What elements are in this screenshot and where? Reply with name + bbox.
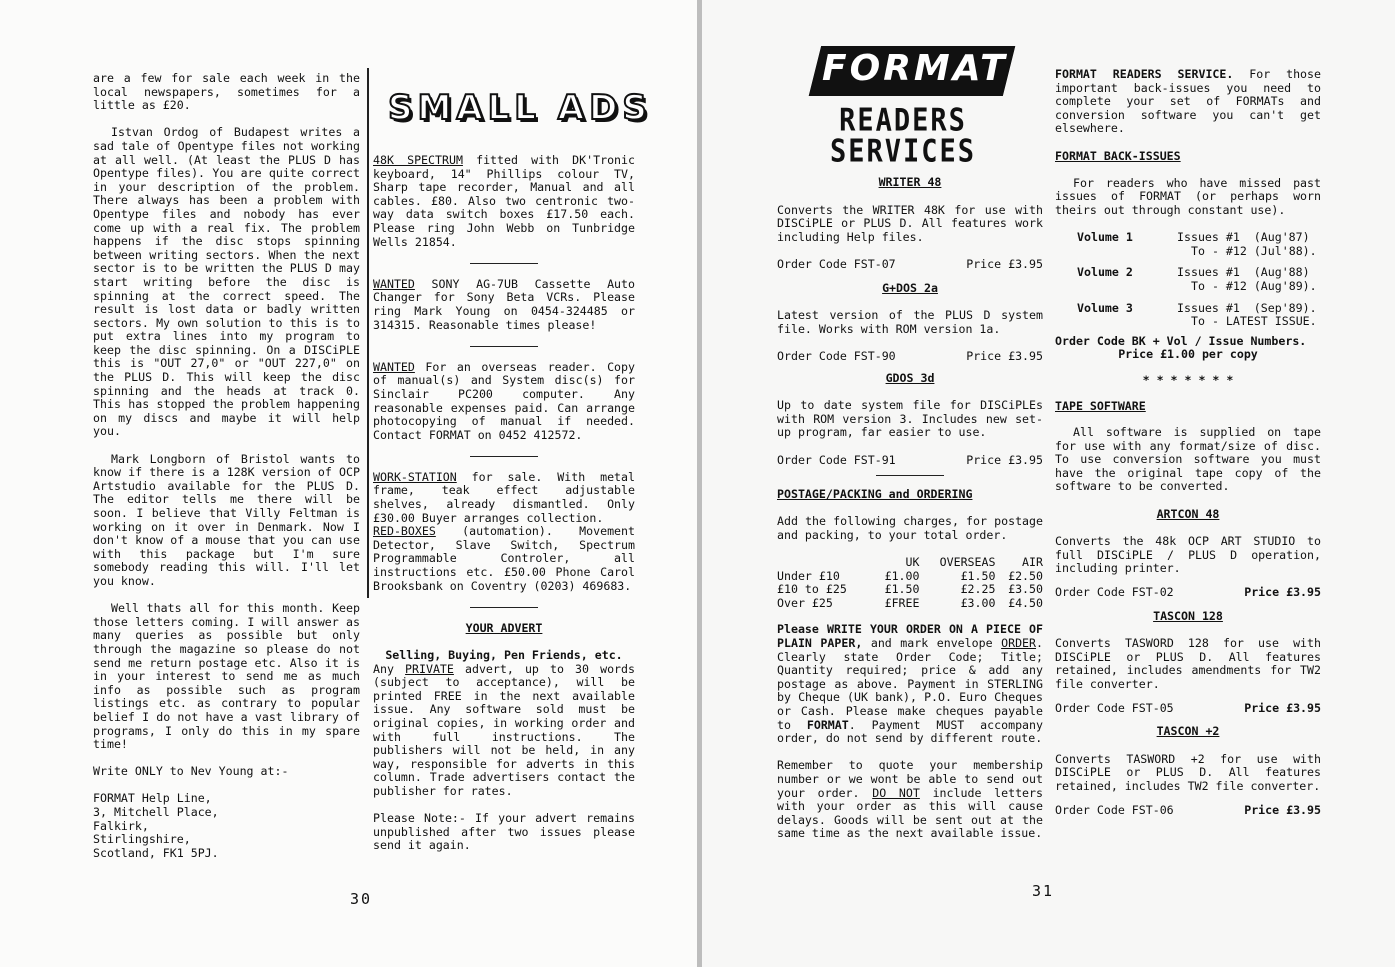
table-cell: Under £10 [777,568,840,583]
order-code: Order Code FST-07 [777,256,896,271]
table-cell: £3.50 [1008,582,1043,597]
ad-item [373,154,635,249]
table-row [777,597,1043,611]
order-code: Order Code FST-05 [1055,700,1174,715]
table-cell: £FREE [884,595,920,610]
back-issue-price: Price £1.00 per copy [1118,347,1258,362]
text-run: include letters with your order as this will cause delays. Goods will be sent out at the same time as the next available issue. [777,785,1044,841]
paragraph: Mark Longborn of Bristol wants to know if there is a 128K version of OCP Artstudio available for the PLUS D. The editor tells me there will be soon. I believe that Villy Feltman is working on it over in Denmark. Now I don't know of a mouse that you can use with this package but I'm sure somebody reading this will. I'll let you know. [93,451,360,588]
back-issue-order-code: Order Code BK + Vol / Issue Numbers. [1055,333,1307,348]
table-cell: £2.50 [1008,568,1043,583]
services-column-left [777,176,1043,855]
product-heading: TASCON 128 [1153,608,1223,623]
format-logo: FORMAT [822,48,1008,89]
ad-lead: RED-BOXES [373,524,436,539]
product-heading: G+DOS 2a [882,280,938,295]
ad-text: For an overseas reader. Copy of manual(s) and System disc(s) for Sinclair PC200 computer. Any reasonable expenses paid. Can arrange photocopying of manual if needed. Contact FORMAT on 0452 412572. [373,359,635,442]
table-header: AIR [1022,555,1043,570]
ad-lead: WORK-STATION [373,469,457,484]
your-advert-subheading: Selling, Buying, Pen Friends, etc. [385,648,623,662]
product-desc: Converts TASWORD +2 for use with DISCiPLE or PLUS D. All features retained, includes TW2 file converter. [1055,751,1321,793]
order-line [777,350,1043,364]
text-run: FORMAT READERS SERVICE. [1055,67,1234,81]
issue-line: To - #12 (Jul'88). [1191,243,1317,258]
please-note: Please Note:- If your advert remains unpublished after two issues please send it again. [373,811,635,853]
help-column [93,72,360,874]
volume-issues [1177,231,1317,258]
issue-line: Issues #1 (Aug'88) [1177,265,1310,280]
text-run: For those important back-issues you need to complete your set of FORMATs and conversion software you can't get elsewhere. [1055,67,1321,136]
order-code: Order Code FST-90 [777,348,896,363]
page-number: 31 [1032,882,1055,900]
tape-software-heading: TAPE SOFTWARE [1055,399,1146,414]
product-heading: TASCON +2 [1156,724,1220,739]
ad-item [373,278,635,332]
table-cell: £1.50 [960,568,996,583]
text-run: . Payment MUST accompany order, do not send by different route. [777,717,1043,746]
volume-entry [1055,266,1321,293]
volume-issues [1177,266,1317,293]
ads-column [373,154,635,867]
paragraph: Write ONLY to Nev Young at:- [93,764,289,779]
volume-entry [1055,302,1321,329]
ad-item [373,361,635,443]
column-divider [367,68,369,598]
order-line [777,454,1043,468]
table-row [777,583,1043,597]
volume-label: Volume 1 [1077,230,1133,245]
order-code: Order Code FST-06 [1055,802,1174,817]
postage-heading: POSTAGE/PACKING and ORDERING [777,487,973,502]
table-row [777,570,1043,584]
product-heading: ARTCON 48 [1156,506,1220,521]
order-line [1055,702,1321,716]
small-ads-title: SMALL ADS [388,88,652,128]
separator [470,456,538,457]
title-line: SERVICES [829,133,977,170]
order-line [1055,586,1321,600]
table-cell: £1.50 [884,582,920,597]
separator [876,475,944,476]
order-code: Order Code FST-91 [777,452,896,467]
order-price: Price £3.95 [1244,802,1321,817]
order-price: Price £3.95 [966,452,1043,467]
table-cell: £2.25 [960,582,996,597]
order-price: Price £3.95 [1244,585,1321,599]
back-issues-heading: FORMAT BACK-ISSUES [1055,148,1181,163]
product-heading: GDOS 3d [885,370,935,385]
your-advert-heading: YOUR ADVERT [465,620,543,635]
text-run: Remember to quote your membership number or we wont be able to send out your order. [777,758,1043,800]
paragraph: Istvan Ordog of Budapest writes a sad tale of Opentype files not working at all well. (At least the PLUS D has Opentype files). You are quite correct in your description of the problem. There always has been a problem with Opentype files and nobody has ever come up with a real fix. The problem happens if the disc stops spinning between writing sectors. When the next sector is to be written the PLUS D may start writing before the disc is spinning at the correct speed. The result is lost data or badly written sectors. My own solution to this is to put extra lines into my program to keep the disc spinning. On a DISCiPLE this is "OUT 27,0" or "OUT 227,0" on the PLUS D. This will keep the disc spinning and the heads at track 0. This has stopped the problem happening on my discs and maybe it will help you. [93,125,360,439]
issue-line: Issues #1 (Sep'89). [1177,300,1317,315]
volume-label: Volume 2 [1077,265,1133,280]
product-desc: Converts the 48k OCP ART STUDIO to full DISCiPLE / PLUS D operation, including printer. [1055,534,1321,576]
private-word: PRIVATE [405,661,454,676]
order-line [777,258,1043,272]
table-header: OVERSEAS [939,555,996,570]
paragraph: Well thats all for this month. Keep those letters coming. I will answer as many queries as possible but only through the magazine so please do not send me return postage etc. Also it is in your interest to send me as much info as possible such as program listings etc. as contrary to popular belief I do not have a vast library of programs, I only do this in my spare time! [93,601,360,752]
postage-table [777,556,1043,610]
readers-services-title [818,102,988,170]
issue-line: To - LATEST ISSUE. [1191,314,1317,329]
services-column-right [1055,68,1321,817]
product-desc: Latest version of the PLUS D system file. Works with ROM version 1a. [777,308,1043,336]
text-run: advert, up to 30 words (subject to acceptance), will be printed FREE in the next available issue. Any software sold must be original copies, in working order and with full instructions. The publishers will not be held, in any way, responsible for adverts in this column. Trade advertisers contact the publisher for rates. [373,661,635,798]
issue-line: To - #12 (Aug'89). [1191,278,1317,293]
ad-text: (automation). Movement Detector, Slave Switch, Spectrum Programmable Controler, all instructions etc. £50.00 Phone Carol Brooksbank on Coventry (0203) 469683. [373,524,635,593]
order-instructions [777,623,1043,745]
separator [470,263,538,264]
ad-lead: WANTED [373,359,415,374]
left-page [0,0,697,967]
ad-item [373,471,635,525]
separator [470,607,538,608]
order-price: Price £3.95 [966,348,1043,363]
ad-item [373,525,635,593]
product-desc: Converts TASWORD 128 for use with DISCiPLE or PLUS D. All features retained, includes amendments for TW2 file converter. [1055,636,1321,691]
order-line [1055,804,1321,818]
ad-lead: 48K SPECTRUM [373,153,463,167]
text-run: FORMAT [806,717,849,732]
text-run: . Clearly state Order Code; Title; Quantity required; price & add any postage as above. Payment in STERLING by Cheque (UK bank), P.O. Euro Cheques or Cash. Please make cheques payable to [777,636,1043,732]
paragraph: are a few for sale each week in the local newspapers, sometimes for a little as £20. [93,71,360,113]
order-price: Price £3.95 [966,256,1043,271]
table-cell: £3.00 [960,595,996,610]
service-intro [1055,68,1321,136]
page-number: 30 [350,890,373,908]
remember-note [777,759,1043,841]
issue-line: Issues #1 (Aug'87) [1177,230,1310,245]
your-advert-text [373,663,635,799]
table-cell: £10 to £25 [777,582,847,597]
text-run: DO NOT [872,785,920,800]
text-run: and mark envelope [862,636,1002,651]
title-line: READERS [839,102,967,139]
text-run: Any [373,661,406,676]
table-cell: £1.00 [884,568,920,583]
table-header: UK [905,555,920,570]
product-desc: Converts the WRITER 48K for use with DISCiPLE or PLUS D. All features work including Help files. [777,202,1043,244]
separator [470,346,538,347]
ad-text: SONY AG-7UB Cassette Auto Changer for Sony Beta VCRs. Please ring Mark Young on 0454-324485 or 314315. Reasonable times please! [373,276,635,332]
star-divider: * * * * * * * [1142,372,1234,387]
product-heading: WRITER 48 [878,175,942,189]
volume-entry [1055,231,1321,258]
tape-software-text: All software is supplied on tape for use with any format/size of disc. To use conversion software you must have the original tape copy of the software to be converted. [1055,425,1321,494]
address: FORMAT Help Line, 3, Mitchell Place, Falkirk, Stirlingshire, Scotland, FK1 5PJ. [93,791,219,860]
volume-issues [1177,302,1317,329]
ad-lead: WANTED [373,276,415,291]
back-issues-text: For readers who have missed past issues of FORMAT (or perhaps worn theirs out through constant use). [1055,175,1321,217]
order-code: Order Code FST-02 [1055,585,1174,599]
order-price: Price £3.95 [1244,700,1321,715]
table-header [777,556,872,570]
table-cell: £4.50 [1008,595,1043,610]
postage-intro: Add the following charges, for postage and packing, to your total order. [777,514,1043,542]
table-cell: Over £25 [777,595,833,610]
ad-text: fitted with DK'Tronic keyboard, 14" Phillips colour TV, Sharp tape recorder, Manual and all cables. £80. Also two centronic two-way data switch boxes £17.50 each. Please ring John Webb on Tunbridge Wells 21854. [373,153,636,249]
text-run: Please WRITE YOUR ORDER ON A PIECE OF PLAIN PAPER, [777,622,1043,651]
text-run: ORDER [1001,636,1037,651]
table-header-row [777,556,1043,570]
volume-label: Volume 3 [1077,300,1133,315]
ad-text: for sale. With metal frame, teak effect adjustable shelves, already dismantled. Only £30.00 Buyer arranges collection. [373,469,635,525]
product-desc: Up to date system file for DISCiPLEs with ROM version 3. Includes new set-up program, far easier to use. [777,398,1043,440]
